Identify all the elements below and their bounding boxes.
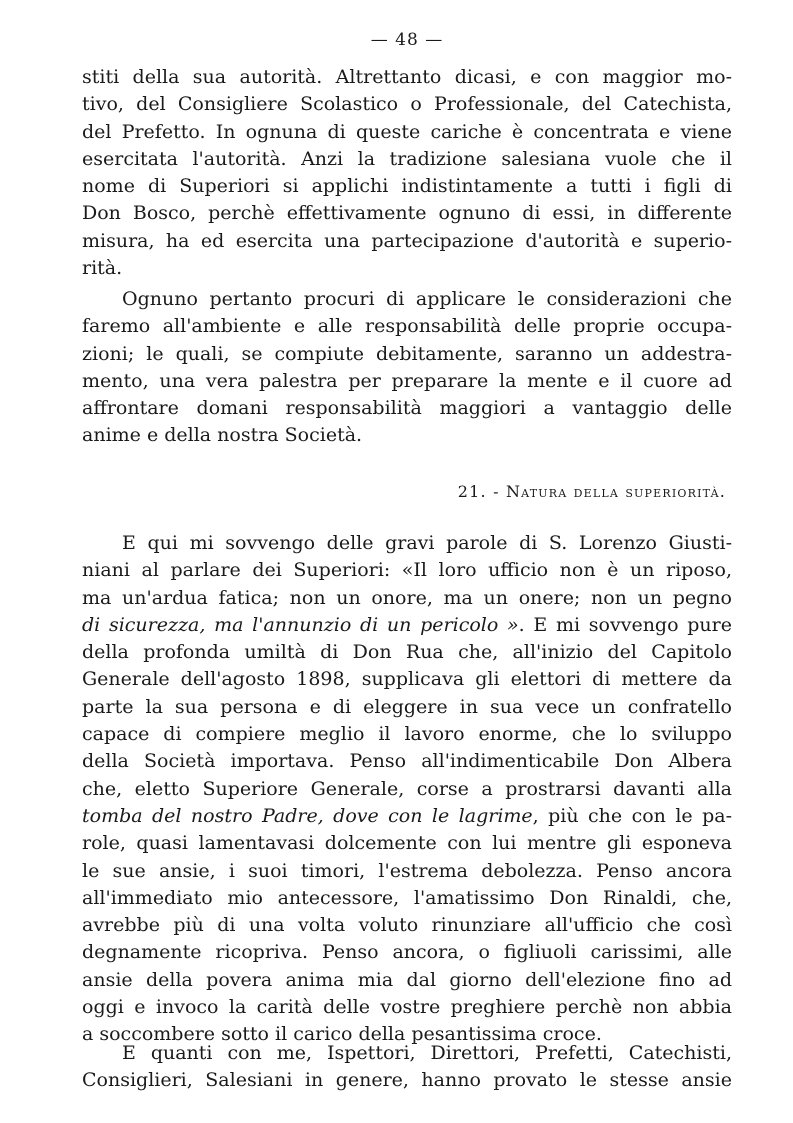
- text-line: che, eletto Superiore Generale, corse a prostrarsi davanti alla: [82, 777, 732, 800]
- text-line: di sicurezza, ma l'annunzio di un pericolo ». E mi sovvengo pure: [82, 613, 732, 636]
- text-line: role, quasi lamentavasi dolcemente con lui mentre gli esponeva: [82, 832, 732, 855]
- section-heading: 21. - Natura della superiorità.: [457, 482, 726, 501]
- text-line: anime e della nostra Società.: [82, 424, 363, 447]
- text-line: a soccombere sotto il carico della pesantissima croce.: [82, 1023, 602, 1046]
- text-line: stiti della sua autorità. Altrettanto dicasi, e con maggior mo-: [82, 66, 732, 88]
- text-line: tomba del nostro Padre, dove con le lagrime, più che con le pa-: [82, 804, 732, 827]
- text-line: della profonda umiltà di Don Rua che, all'inizio del Capitolo: [82, 641, 732, 664]
- text-line: ansie della povera anima mia dal giorno dell'elezione fino ad: [82, 968, 732, 991]
- paragraph-ognuno: [82, 286, 732, 450]
- page-number: — 48 —: [370, 30, 444, 50]
- text-line: misura, ha ed esercita una partecipazione d'autorità e superio-: [82, 229, 732, 252]
- text-line: avrebbe più di una volta voluto rinunziare all'ufficio che così: [82, 914, 732, 937]
- text-line: oggi e invoco la carità delle vostre preghiere perchè non abbia: [82, 996, 732, 1019]
- text-line: nome di Superiori si applichi indistintamente a tutti i figli di: [82, 175, 732, 198]
- text-line: faremo all'ambiente e alle responsabilità delle proprie occupa-: [82, 315, 732, 338]
- paragraph-continuation: [82, 64, 732, 282]
- text-line: Generale dell'agosto 1898, supplicava gli elettori di mettere da: [82, 668, 732, 691]
- text-line: Consiglieri, Salesiani in genere, hanno provato le stesse ansie: [82, 1069, 732, 1092]
- text-line: rità.: [82, 257, 123, 280]
- text-line: esercitata l'autorità. Anzi la tradizione salesiana vuole che il: [82, 147, 732, 170]
- text-line: del Prefetto. In ognuna di queste cariche è concentrata e viene: [82, 120, 732, 143]
- text-line: Don Bosco, perchè effettivamente ognuno di essi, in differente: [82, 202, 732, 225]
- text-line: ma un'ardua fatica; non un onore, ma un onere; non un pegno: [82, 586, 732, 609]
- text-line: all'immediato mio antecessore, l'amatissimo Don Rinaldi, che,: [82, 886, 732, 909]
- paragraph-giustiniani: [82, 530, 732, 1049]
- text-line: della Società importava. Penso all'indimenticabile Don Albera: [82, 750, 732, 773]
- text-line: capace di compiere meglio il lavoro enorme, che lo sviluppo: [82, 723, 732, 746]
- text-line: E quanti con me, Ispettori, Direttori, Prefetti, Catechisti,: [122, 1042, 732, 1064]
- text-line: parte la sua persona e di eleggere in sua vece un confratello: [82, 695, 732, 718]
- text-line: E qui mi sovvengo delle gravi parole di S. Lorenzo Giusti-: [122, 532, 732, 554]
- text-line: affrontare domani responsabilità maggiori a vantaggio delle: [82, 397, 732, 420]
- text-line: Ognuno pertanto procuri di applicare le considerazioni che: [122, 288, 732, 310]
- paragraph-quanti: [82, 1040, 732, 1095]
- text-line: le sue ansie, i suoi timori, l'estrema debolezza. Penso ancora: [82, 859, 732, 882]
- text-line: mento, una vera palestra per preparare la mente e il cuore ad: [82, 369, 732, 392]
- text-line: niani al parlare dei Superiori: «Il loro ufficio non è un riposo,: [82, 559, 732, 582]
- text-line: degnamente ricopriva. Penso ancora, o figliuoli carissimi, alle: [82, 941, 732, 964]
- text-line: zioni; le quali, se compiute debitamente, saranno un addestra-: [82, 342, 732, 365]
- text-line: tivo, del Consigliere Scolastico o Professionale, del Catechista,: [82, 93, 732, 116]
